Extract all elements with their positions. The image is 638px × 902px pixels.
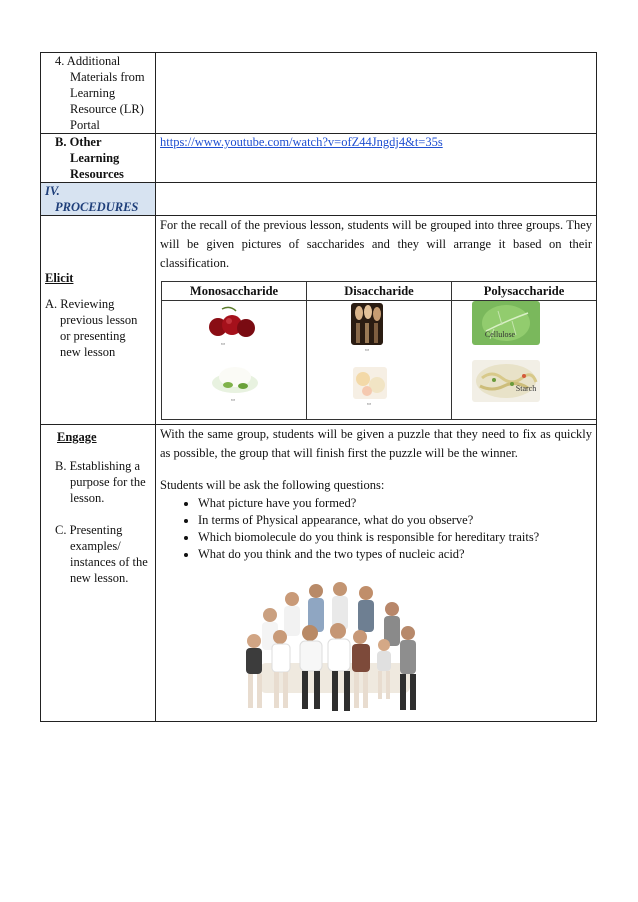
label-line: 4. Additional [55, 54, 121, 68]
label-line: previous lesson [60, 313, 138, 327]
engage-heading: Engage [57, 430, 97, 444]
label-line: Materials from [70, 70, 145, 84]
yogurt-caption-icon: ▭ [230, 397, 236, 402]
cellulose-label: Cellulose [484, 330, 516, 339]
header-disaccharide: Disaccharide [307, 282, 452, 301]
sugarcane-caption-icon: ▭ [364, 347, 370, 352]
family-photo-image [232, 571, 428, 717]
label-line: Resource (LR) [70, 102, 144, 116]
other-resources-label [41, 134, 156, 183]
youtube-link[interactable]: https://www.youtube.com/watch?v=ofZ44Jngdj4&t=35s [160, 135, 443, 149]
disaccharide-cell [307, 301, 452, 420]
saccharide-image-row [162, 301, 597, 420]
additional-materials-row [41, 53, 597, 134]
elicit-heading: Elicit [45, 271, 74, 285]
label-line: IV. [45, 184, 60, 198]
header-monosaccharide: Monosaccharide [162, 282, 307, 301]
other-resources-row [41, 134, 597, 183]
label-line: lesson. [70, 491, 105, 505]
label-line: PROCEDURES [55, 200, 139, 214]
questions-intro: Students will be ask the following questions: [160, 478, 385, 492]
cherries-caption-icon: ▭ [220, 341, 226, 346]
additional-materials-label [41, 53, 156, 134]
label-line: Learning [70, 151, 120, 165]
procedures-label [41, 183, 156, 216]
question-item: • What picture have you formed? [198, 495, 592, 512]
polysaccharide-cell [452, 301, 597, 420]
monosaccharide-cell [162, 301, 307, 420]
label-line: or presenting [60, 329, 126, 343]
question-item: • What do you think and the two types of nucleic acid? [198, 546, 592, 563]
label-line: Resources [70, 167, 124, 181]
elicit-row [41, 216, 597, 425]
elicit-label [41, 216, 156, 425]
sugarcane-image [351, 303, 383, 345]
engage-intro: With the same group, students will be given a puzzle that they need to fix as quickly as possible, the group that will finish first the puzzle will be the winner. [160, 427, 592, 460]
procedures-content [156, 183, 597, 216]
elicit-content [156, 216, 597, 425]
label-line: purpose for the [70, 475, 146, 489]
engage-content [156, 425, 597, 722]
question-item: • In terms of Physical appearance, what do you observe? [198, 512, 592, 529]
label-line: new lesson [60, 345, 116, 359]
yogurt-image [210, 361, 260, 395]
label-line: A. Reviewing [45, 297, 115, 311]
procedures-row [41, 183, 597, 216]
saccharide-table [161, 281, 597, 420]
label-line: new lesson. [70, 571, 129, 585]
label-line: Portal [70, 118, 100, 132]
label-line: examples/ [70, 539, 121, 553]
elicit-intro: For the recall of the previous lesson, students will be grouped into three groups. They will be given pictures of saccharides and they will arrange it based on their classification. [160, 218, 592, 270]
additional-materials-content [156, 53, 597, 134]
question-item: • Which biomolecule do you think is responsible for hereditary traits? [198, 529, 592, 546]
starch-label: Starch [515, 384, 537, 393]
saccharide-header-row [162, 282, 597, 301]
beverage-caption-icon: ▭ [366, 401, 372, 406]
questions-list [160, 495, 592, 563]
starch-image [472, 360, 540, 402]
engage-label [41, 425, 156, 722]
lesson-plan-table [40, 52, 597, 722]
engage-row [41, 425, 597, 722]
header-polysaccharide: Polysaccharide [452, 282, 597, 301]
label-line: instances of the [70, 555, 148, 569]
label-line: Learning [70, 86, 116, 100]
other-resources-content [156, 134, 597, 183]
beverage-image [353, 367, 387, 399]
label-line: B. Other [55, 135, 102, 149]
label-line: B. Establishing a [55, 459, 141, 473]
cherries-image [202, 305, 260, 339]
label-line: C. Presenting [55, 523, 123, 537]
